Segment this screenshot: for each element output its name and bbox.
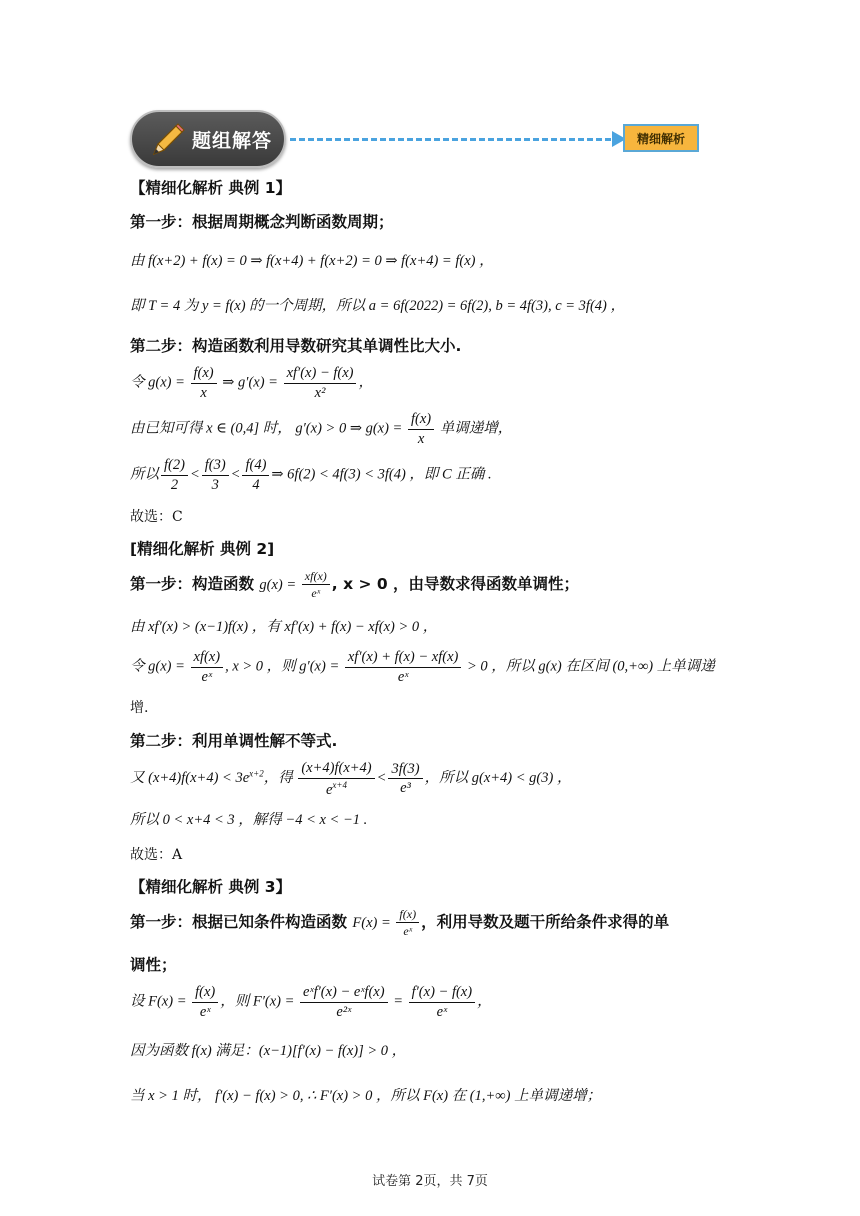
ex1-step2: 第二步：构造函数利用导数研究其单调性比大小. bbox=[130, 337, 462, 355]
ex1-answer: 故选：C bbox=[130, 509, 183, 525]
page-footer: 试卷第 2页，共 7页 bbox=[372, 1174, 488, 1189]
ex3-step1: 第一步：根据已知条件构造函数 F(x) = $\frac{f(x)}{\text{eˣ}}$ ，利用导数及题干所给条件求得的单 bbox=[130, 907, 670, 938]
banner-pill bbox=[130, 110, 286, 168]
ex1-line3: 令 g(x) = $\frac{f(x)}{x}$ ⇒ g′(x) = $\frac{xf'(x) - f(x)}{\text{x²}}$ ， bbox=[130, 365, 373, 401]
ex3-line3: 当 x > 1 时， f′(x) − f(x) > 0, ∴ F′(x) > 0 ，所以 F(x) 在 (1,+∞) 上单调递增； bbox=[130, 1088, 602, 1104]
banner-title: 题组解答 bbox=[192, 130, 273, 152]
ex1-heading: 【精细化解析 典例 1】 bbox=[130, 179, 292, 197]
ex2-line2-cont: 增. bbox=[130, 700, 149, 716]
banner-tag: 精细解析 bbox=[623, 124, 699, 152]
ex2-line2: 令 g(x) = $\frac{xf(x)}{\text{eˣ}}$ , x > 0 ，则 g′(x) = $\frac{xf'(x) + f(x) - xf(x)}{\text{eˣ}}$ > 0 ，所以 g(x) 在区间 (0,+∞) 上单调递 bbox=[130, 649, 715, 685]
ex2-line1: 由 xf′(x) > (x−1)f(x) ，有 xf′(x) + f(x) − xf(x) > 0 ， bbox=[130, 619, 438, 635]
ex3-line2: 因为函数 f(x) 满足：(x−1)[f′(x) − f(x)] > 0 ， bbox=[130, 1043, 407, 1059]
banner-dashed-line bbox=[290, 138, 620, 141]
ex2-heading: [精细化解析 典例 2] bbox=[130, 540, 275, 558]
ex2-step2: 第二步：利用单调性解不等式. bbox=[130, 732, 338, 750]
ex1-line4: 由已知可得 x ∈ (0,4] 时， g′(x) > 0 ⇒ g(x) = $\frac{f(x)}{x}$ 单调递增， bbox=[130, 411, 513, 447]
ex1-line5: 所以 $\frac{f(2)}{2}$ < $\frac{f(3)}{3}$ < $\frac{f(4)}{4}$ ⇒ 6f(2) < 4f(3) < 3f(4) ，即 C 正确 . bbox=[130, 457, 492, 493]
ex1-step1: 第一步：根据周期概念判断函数周期； bbox=[130, 213, 394, 231]
ex1-line2: 即 T = 4 为 y = f(x) 的一个周期，所以 a = 6f(2022) = 6f(2), b = 4f(3), c = 3f(4) ， bbox=[130, 298, 625, 314]
ex2-line4: 所以 0 < x+4 < 3 ，解得 −4 < x < −1 . bbox=[130, 812, 368, 828]
ex2-step1: 第一步：构造函数 g(x) = $\frac{xf(x)}{\text{eˣ}}$ , x > 0 ，由导数求得函数单调性； bbox=[130, 569, 580, 600]
ex1-line1: 由 f(x+2) + f(x) = 0 ⇒ f(x+4) + f(x+2) = 0 ⇒ f(x+4) = f(x) ， bbox=[130, 253, 494, 269]
ex3-step1-cont: 调性； bbox=[130, 956, 177, 974]
ex3-heading: 【精细化解析 典例 3】 bbox=[130, 878, 292, 896]
section-banner bbox=[130, 110, 710, 170]
ex3-line1: 设 F(x) = $\frac{f(x)}{\text{eˣ}}$ ，则 F′(x) = $\frac{\text{eˣf′(x) − eˣf(x)}}{\text{e²ˣ}}$ = $\frac{f'(x) - f(x)}{\text{eˣ}}$ ， bbox=[130, 984, 492, 1020]
ex2-answer: 故选：A bbox=[130, 847, 183, 863]
pencil-icon bbox=[146, 120, 186, 160]
ex2-line3: 又 $(x+4)f(x+4) < 3e^{x+2}$，得 $\frac{(x+4)f(x+4)}{e^{x+4}}$ < $\frac{3f(3)}{\text{e³}}$ ，所以 g(x+4) < g(3) ， bbox=[130, 760, 572, 798]
